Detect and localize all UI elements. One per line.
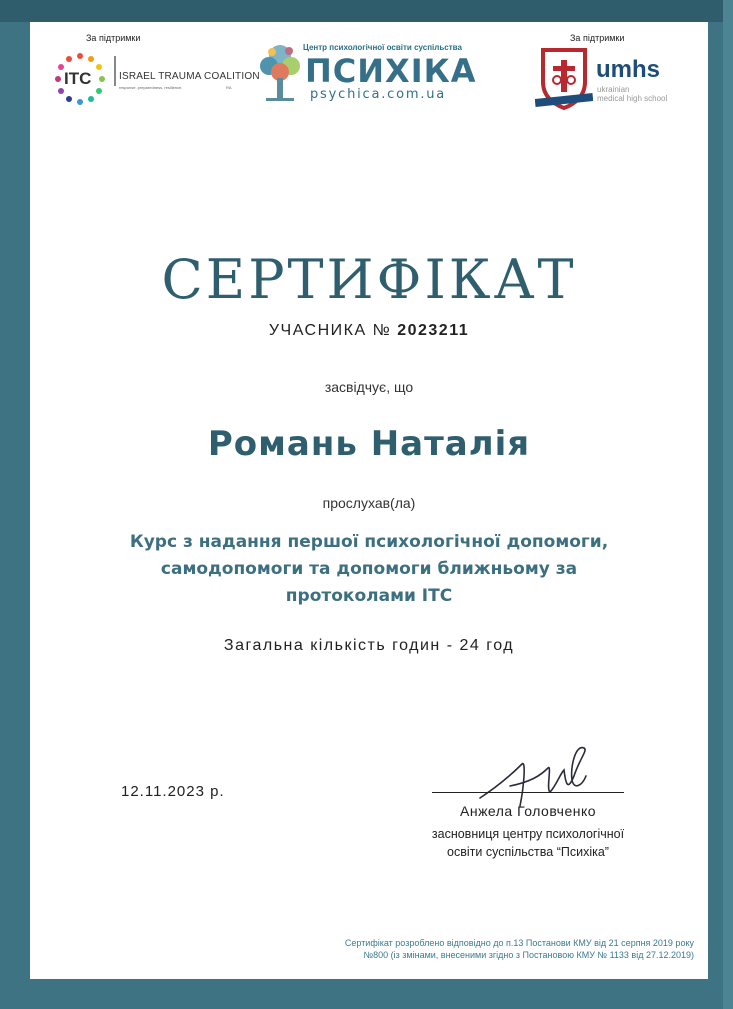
certificate-sheet xyxy=(30,22,708,979)
itc-tagline: response. preparedness. resilience. xyxy=(119,85,183,90)
umhs-sub1: ukrainian xyxy=(597,85,630,94)
certificate-title: СЕРТИФІКАТ xyxy=(161,248,577,311)
shield-icon xyxy=(535,46,593,112)
participant-label: УЧАСНИКА № xyxy=(268,322,392,339)
right-frame-band xyxy=(723,0,733,1009)
role-line-1: засновниця центру психологічної xyxy=(431,827,625,841)
left-support-label: За підтримки xyxy=(86,33,141,43)
attended-text: прослухав(ла) xyxy=(322,495,416,511)
issue-date: 12.11.2023 р. xyxy=(121,783,225,800)
psychica-subtitle: Центр психологічної освіти суспільства xyxy=(303,43,462,52)
certifies-text: засвідчує, що xyxy=(324,379,414,395)
psychica-tree-logo xyxy=(258,42,302,106)
itc-name: ISRAEL TRAUMA COALITION xyxy=(119,71,260,82)
itc-divider xyxy=(114,56,116,86)
umhs-name: umhs xyxy=(596,56,661,83)
umhs-crest xyxy=(535,46,593,112)
role-line-2: освіти суспільства “Психіка” xyxy=(447,845,609,859)
legal-line-1: Сертифікат розроблено відповідно до п.13 Постанови КМУ від 21 серпня 2019 року xyxy=(344,938,694,948)
course-title xyxy=(30,529,708,610)
right-support-label: За підтримки xyxy=(570,33,625,43)
itc-mark: ITC xyxy=(64,69,92,88)
course-line-2: самодопомоги та допомоги ближньому за xyxy=(160,559,578,579)
legal-footnote xyxy=(210,937,694,961)
participant-number: 2023211 xyxy=(397,322,470,339)
signer-name: Анжела Головченко xyxy=(460,803,597,819)
psychica-url: psychica.com.ua xyxy=(310,87,447,102)
signature-line xyxy=(432,792,624,793)
signer-role xyxy=(396,825,660,861)
psychica-name: ПСИХІКА xyxy=(305,52,477,90)
course-line-1: Курс з надання першої психологічної допомоги, xyxy=(129,532,609,552)
umhs-sub2: medical high school xyxy=(597,94,668,103)
course-line-3: протоколами ITC xyxy=(285,586,453,606)
total-hours: Загальна кількість годин - 24 год xyxy=(223,637,515,654)
itc-logo xyxy=(50,52,110,108)
recipient-name: Романь Наталія xyxy=(207,424,531,464)
top-frame-band xyxy=(0,0,733,22)
legal-line-2: №800 (із змінами, внесеними згідно з Постановою КМУ № 1133 від 27.12.2019) xyxy=(363,950,694,960)
participant-number-line xyxy=(30,322,708,340)
tree-icon xyxy=(258,42,302,106)
itc-suffix: RA xyxy=(226,85,232,90)
